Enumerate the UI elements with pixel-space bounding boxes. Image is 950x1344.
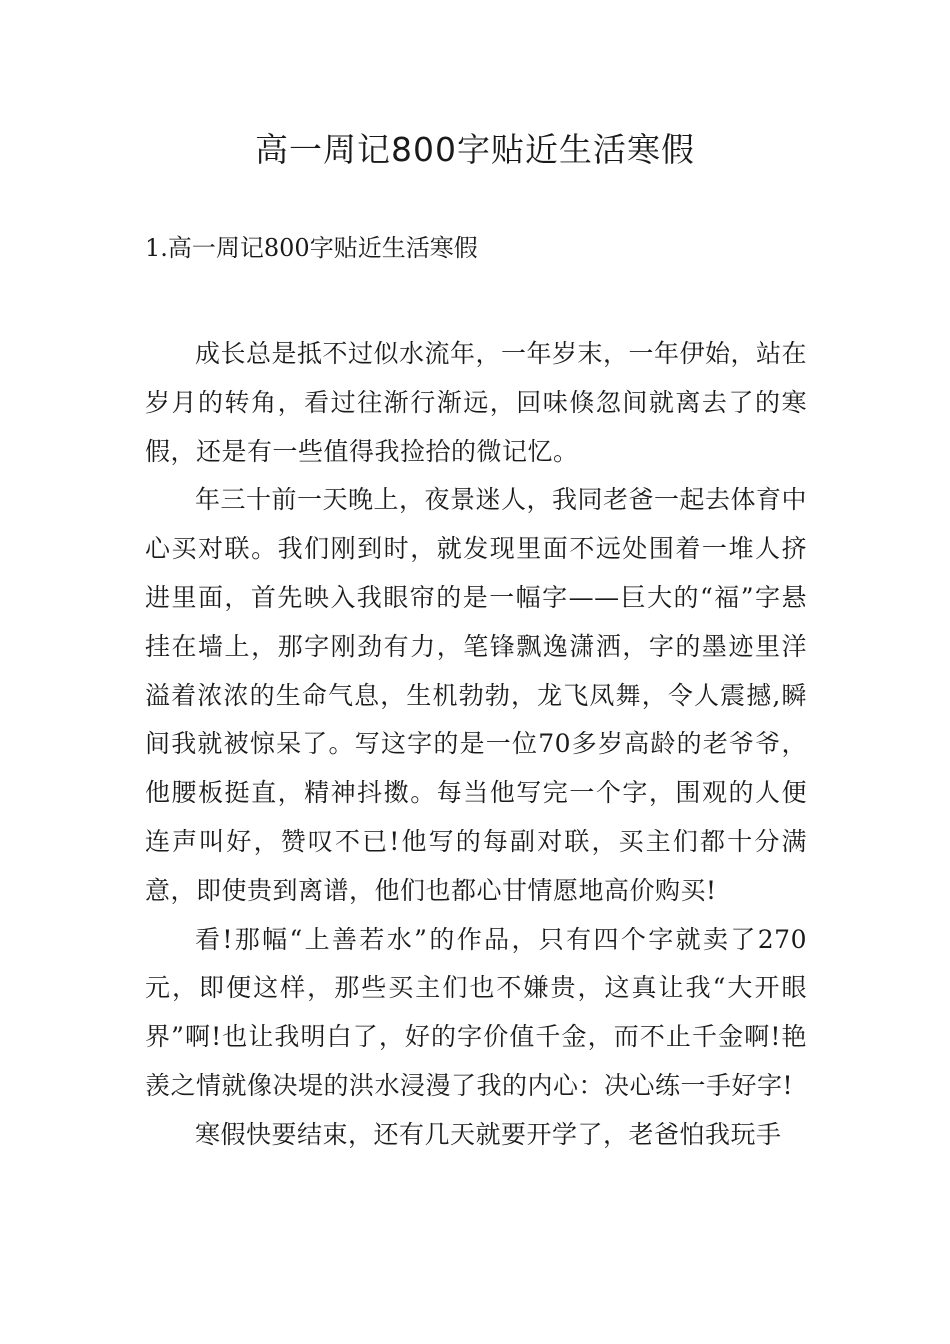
paragraph-4: 寒假快要结束，还有几天就要开学了，老爸怕我玩手 — [195, 1119, 782, 1149]
document-title: 高一周记800字贴近生活寒假 — [255, 130, 695, 169]
paragraph-2: 年三十前一天晚上，夜景迷人，我同老爸一起去体育中心买对联。我们刚到时，就发现里面不远处围着一堆人挤进里面，首先映入我眼帘的是一幅字——巨大的“福”字悬挂在墙上，那字刚劲有力，笔锋飘逸潇洒，字的墨迹里洋溢着浓浓的生命气息，生机勃勃，龙飞凤舞，令人震撼,瞬间我就被惊呆了。写这字的是一位70多岁高龄的老爷爷，他腰板挺直，精神抖擞。每当他写完一个字，围观的人便连声叫好，赞叹不已!他写的每副对联，买主们都十分满意，即使贵到离谱，他们也都心甘情愿地高价购买! — [145, 485, 808, 905]
section-heading: 1.高一周记800字贴近生活寒假 — [145, 234, 478, 262]
paragraph-3: 看!那幅“上善若水”的作品，只有四个字就卖了270元，即便这样，那些买主们也不嫌贵，这真让我“大开眼界”啊!也让我明白了，好的字价值千金，而不止千金啊!艳羡之情就像决堤的洪水浸漫了我的内心：决心练一手好字! — [145, 924, 807, 1100]
body-text — [145, 330, 807, 1160]
paragraph-1: 成长总是抵不过似水流年，一年岁末，一年伊始，站在岁月的转角，看过往渐行渐远，回味倏忽间就离去了的寒假，还是有一些值得我捡拾的微记忆。 — [145, 339, 808, 466]
